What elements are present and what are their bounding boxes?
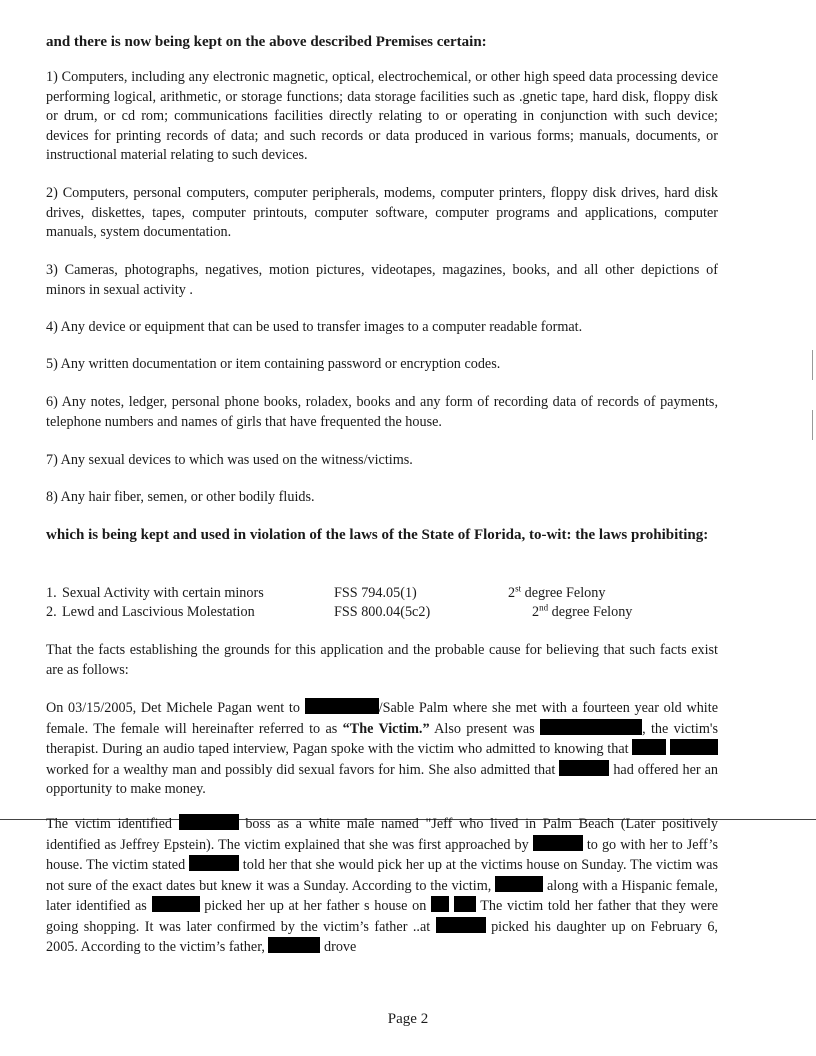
redaction-block <box>540 719 642 735</box>
redaction-block <box>670 739 718 755</box>
charge-number: 2. <box>46 604 57 620</box>
item-3: 3) Cameras, photographs, negatives, motion pictures, videotapes, magazines, books, and all other depictions of minors in sexual activity . <box>46 262 718 298</box>
facts-intro: That the facts establishing the grounds for this application and the probable cause for believing that such facts exist are as follows: <box>46 642 718 678</box>
item-8: 8) Any hair fiber, semen, or other bodily fluids. <box>46 489 315 505</box>
redaction-block <box>436 917 486 933</box>
charge-statute: FSS 800.04(5c2) <box>334 604 431 620</box>
charge-offense: Sexual Activity with certain minors <box>62 585 264 601</box>
item-1: 1) Computers, including any electronic magnetic, optical, electrochemical, or other high speed data processing device performing logical, arithmetic, or storage functions; data storage facilities such as .gnetic tape, hard disk, floppy disk or drum, or cd rom; communications facilities directly relating to or operating in conjunction with such device; devices for printing records of data; and such records or data produced in various forms; manuals, documents, or instructional material relating to such devices. <box>46 69 718 163</box>
item-6: 6) Any notes, ledger, personal phone books, roladex, books and any form of recording data of records of payments, telephone numbers and names of girls that have frequented the house. <box>46 394 718 430</box>
charge-statute: FSS 794.05(1) <box>334 585 417 601</box>
item-2: 2) Computers, personal computers, computer peripherals, modems, computer printers, floppy disk drives, hard disk drives, diskettes, tapes, computer printouts, computer software, computer programs and applications, computer manuals, system documentation. <box>46 185 718 240</box>
item-7: 7) Any sexual devices to which was used on the witness/victims. <box>46 452 413 468</box>
page-number: Page 2 <box>387 1011 429 1027</box>
facts-paragraph-2: The victim identified boss as a white male named "Jeff who lived in Palm Beach (Later positively identified as Jeffrey Epstein). The victim explained that she was first approached by to go with her to Jeff’s house. The victim stated told her that she would pick her up at the victims house on Sunday. The victim was not sure of the exact dates but knew it was a Sunday. According to the victim, along with a Hispanic female, later identified as picked her up at her father s house on The victim told her father that they were going shopping. It was later confirmed by the victim’s father ..at picked his daughter up on February 6, 2005. According to the victim’s father, drove <box>46 816 719 955</box>
scan-artifact <box>812 350 813 380</box>
charge-number: 1. <box>46 585 57 601</box>
scan-artifact <box>812 410 813 440</box>
redaction-block <box>431 896 449 912</box>
redaction-block <box>533 835 583 851</box>
item-5: 5) Any written documentation or item containing password or encryption codes. <box>46 356 501 372</box>
charge-row <box>46 603 706 622</box>
item-4: 4) Any device or equipment that can be used to transfer images to a computer readable format. <box>46 319 583 335</box>
redaction-block <box>305 698 379 714</box>
redaction-block <box>179 814 239 830</box>
redaction-block <box>454 896 476 912</box>
charge-row <box>46 584 706 603</box>
redaction-block <box>189 855 239 871</box>
redaction-block <box>152 896 200 912</box>
redaction-block <box>495 876 543 892</box>
charge-degree: 2st degree Felony <box>508 583 606 601</box>
facts-paragraph-1: On 03/15/2005, Det Michele Pagan went to /Sable Palm where she met with a fourteen year old white female. The female will hereinafter referred to as “The Victim.” Also present was , the victim's therapist. During an audio taped interview, Pagan spoke with the victim who admitted to knowing that worked for a wealthy man and possibly did sexual favors for him. She also admitted that had offered her an opportunity to make money. <box>46 700 718 797</box>
charge-offense: Lewd and Lascivious Molestation <box>62 604 255 620</box>
redaction-block <box>268 937 320 953</box>
violation-heading: which is being kept and used in violation of the laws of the State of Florida, to-wit: the laws prohibiting: <box>46 527 709 543</box>
redaction-block <box>632 739 666 755</box>
premises-heading: and there is now being kept on the above described Premises certain: <box>46 34 487 50</box>
redaction-block <box>559 760 609 776</box>
charge-degree: 2nd degree Felony <box>532 602 633 620</box>
